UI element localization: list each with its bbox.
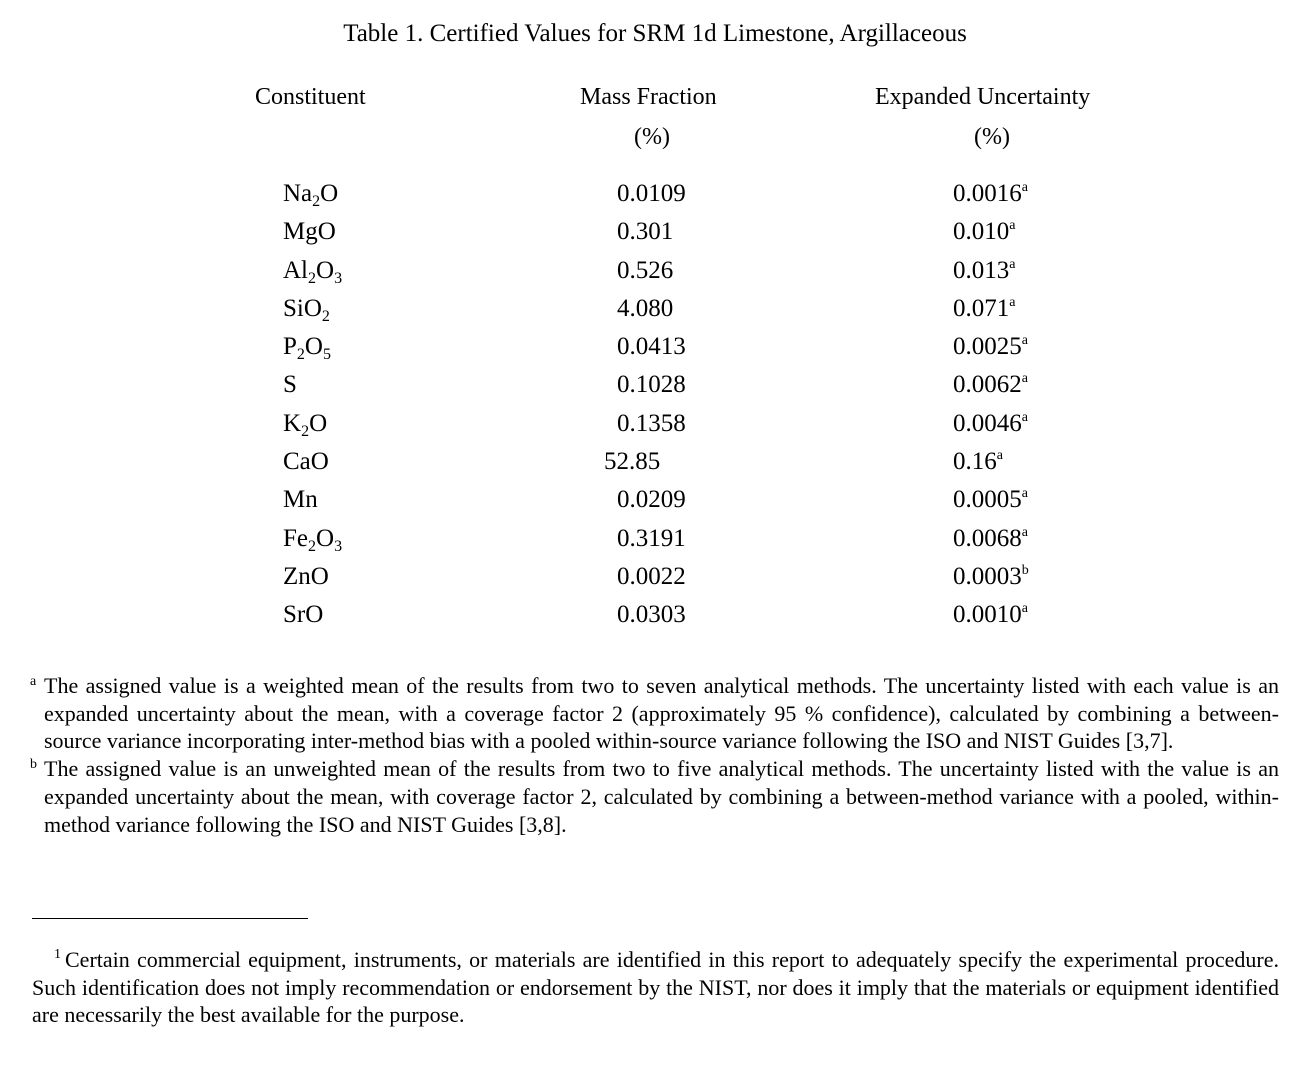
table-row [0,448,1302,486]
table-row [0,257,1302,295]
column-header-expanded-uncertainty-unit: (%) [974,124,1010,150]
formula-text: S [283,371,297,399]
table-row [0,410,1302,448]
uncertainty-note-mark: a [1021,180,1028,195]
uncertainty-value: 0.071 [953,294,1010,322]
uncertainty-note-mark: a [1009,294,1016,310]
formula-text: Al [283,256,308,284]
column-header-constituent: Constituent [255,84,366,110]
constituent-cell [283,371,297,399]
column-header-expanded-uncertainty: Expanded Uncertainty [875,84,1091,110]
mass-fraction-cell: 0.0303 [617,601,686,629]
constituent-cell [283,218,336,246]
uncertainty-note-mark: a [996,448,1003,464]
table-row [0,371,1302,409]
mass-fraction-cell: 0.0209 [617,486,686,514]
uncertainty-note-mark: a [1021,486,1028,502]
uncertainty-note-mark: a [1009,256,1016,272]
uncertainty-cell [953,563,1029,591]
note-a-mark: a [30,674,37,689]
formula-text: O [316,524,335,552]
formula-subscript: 2 [308,269,316,287]
uncertainty-value: 0.0016 [953,180,1022,207]
footnote-text: Certain commercial equipment, instruments, or materials are identified in this report to adequately specify the experimental procedure. Such identification does not imply recommendation or endorsement by the NIST, nor does it imply that the materials or equipment identified are necessarily the best available for the purpose. [32,947,1279,1028]
constituent-cell [283,410,327,438]
uncertainty-cell [953,333,1028,361]
formula-text: K [283,409,302,437]
uncertainty-value: 0.0046 [953,409,1022,437]
formula-text: ZnO [283,562,329,590]
table-row [0,486,1302,524]
constituent-cell [283,563,329,591]
constituent-cell [283,257,342,285]
uncertainty-value: 0.0025 [953,333,1022,361]
formula-text: P [283,333,297,361]
table-row [0,601,1302,639]
uncertainty-value: 0.0003 [953,562,1022,590]
footnote-mark: 1 [54,947,61,962]
formula-text: CaO [283,448,329,476]
uncertainty-cell [953,486,1028,514]
uncertainty-cell [953,410,1028,438]
formula-text: SiO [283,294,322,322]
constituent-cell [283,448,329,476]
uncertainty-value: 0.0062 [953,371,1022,399]
uncertainty-note-mark: a [1009,218,1016,234]
uncertainty-value: 0.16 [953,448,997,476]
formula-subscript: 2 [312,193,321,210]
table-row [0,180,1302,218]
formula-text: MgO [283,218,336,246]
mass-fraction-cell: 0.1028 [617,371,686,399]
table-row [0,295,1302,333]
uncertainty-value: 0.013 [953,256,1010,284]
formula-subscript: 2 [301,422,310,440]
constituent-cell [283,180,338,208]
uncertainty-note-mark: b [1021,562,1029,578]
uncertainty-note-mark: a [1021,524,1028,540]
formula-subscript: 2 [296,346,305,364]
table-row [0,563,1302,601]
certified-values-table [0,180,1302,640]
uncertainty-note-mark: a [1021,409,1028,425]
formula-subscript: 2 [308,537,316,555]
mass-fraction-cell: 52.85 [604,448,661,476]
note-b-text: The assigned value is an unweighted mean of the results from two to five analytical methods. The uncertainty listed with the value is an expanded uncertainty about the mean, with coverage factor 2, calculated by combining a between-method variance with a pooled, within-method variance following the ISO and NIST Guides [3,8]. [44,756,1279,837]
footnote-divider [32,918,308,919]
formula-subscript: 3 [334,537,343,555]
mass-fraction-cell: 0.301 [617,218,674,246]
formula-subscript: 5 [322,346,331,364]
formula-text: Na [283,180,313,207]
mass-fraction-cell: 0.1358 [617,409,686,437]
mass-fraction-cell: 0.526 [617,256,674,284]
footnote [32,946,1279,1029]
uncertainty-value: 0.010 [953,218,1010,246]
uncertainty-cell [953,257,1015,285]
constituent-cell [283,333,331,364]
uncertainty-value: 0.0010 [953,601,1022,629]
formula-text: O [304,333,323,361]
mass-fraction-cell: 0.0413 [617,333,686,361]
table-title: Table 1. Certified Values for SRM 1d Limestone, Argillaceous [343,20,967,47]
formula-text: Fe [283,524,308,552]
uncertainty-cell [953,218,1015,246]
uncertainty-cell [953,601,1028,629]
uncertainty-note-mark: a [1021,601,1028,617]
note-b-mark: b [30,757,37,773]
formula-text: O [316,256,335,284]
column-header-mass-fraction-unit: (%) [634,124,670,150]
uncertainty-cell [953,525,1028,553]
formula-subscript: 3 [334,269,343,287]
mass-fraction-cell: 4.080 [617,294,674,322]
mass-fraction-cell: 0.3191 [617,524,686,552]
formula-subscript: 2 [321,307,330,325]
uncertainty-cell [953,448,1003,476]
formula-text: O [309,409,328,437]
uncertainty-value: 0.0005 [953,486,1022,514]
note-b [30,755,1279,838]
uncertainty-note-mark: a [1021,371,1028,387]
mass-fraction-cell: 0.0109 [617,180,686,207]
note-a-text: The assigned value is a weighted mean of the results from two to seven analytical methods. The uncertainty listed with each value is an expanded uncertainty about the mean, with a coverage factor 2 (approximately 95 % confidence), calculated by combining a between-source variance incorporating inter-method bias with a pooled within-source variance following the ISO and NIST Guides [3,7]. [44,673,1279,754]
table-row [0,218,1302,256]
table-row [0,525,1302,563]
uncertainty-value: 0.0068 [953,524,1022,552]
mass-fraction-cell: 0.0022 [617,562,686,590]
constituent-cell [283,525,342,553]
table-notes [30,672,1279,838]
formula-text: Mn [283,486,318,514]
note-a [30,672,1279,755]
column-header-mass-fraction: Mass Fraction [580,84,717,110]
uncertainty-note-mark: a [1021,333,1028,349]
uncertainty-cell [953,180,1028,208]
constituent-cell [283,486,318,514]
formula-text: SrO [283,601,324,629]
uncertainty-cell [953,371,1028,399]
constituent-cell [283,601,323,629]
formula-text: O [320,180,339,207]
constituent-cell [283,295,330,323]
uncertainty-cell [953,295,1015,323]
table-row [0,333,1302,371]
